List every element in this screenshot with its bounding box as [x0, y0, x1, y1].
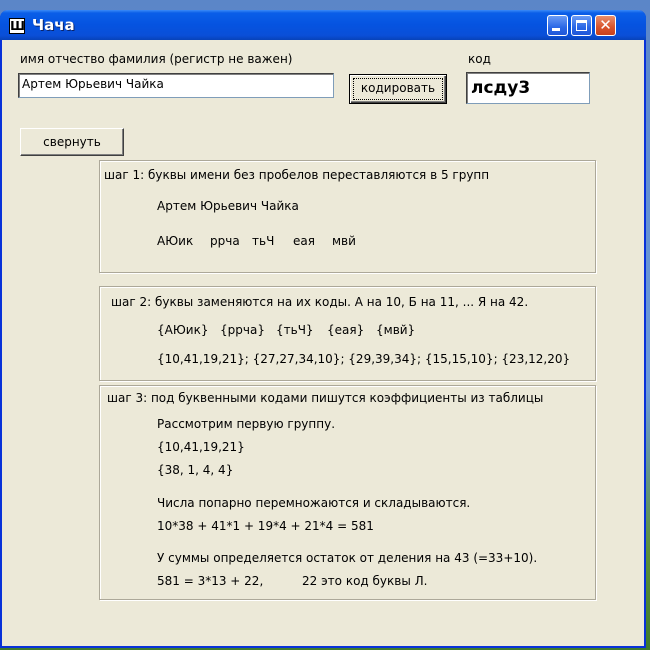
- step3-line-7b: 22 это код буквы Л.: [302, 574, 428, 588]
- code-label: код: [468, 52, 491, 66]
- step3-panel: [99, 385, 596, 600]
- step2-panel: [99, 286, 596, 381]
- window-title: Чача: [32, 16, 75, 34]
- step2-group-4: {еая}: [327, 323, 365, 337]
- focus-ring: [353, 78, 443, 100]
- close-button[interactable]: [595, 15, 616, 36]
- step2-group-1: {АЮик}: [157, 323, 209, 337]
- step2-group-3: {тьЧ}: [276, 323, 314, 337]
- step1-original-name: Артем Юрьевич Чайка: [157, 199, 299, 213]
- step1-group-1: АЮик: [157, 234, 194, 248]
- maximize-button[interactable]: [571, 15, 592, 36]
- step1-group-5: мвй: [332, 234, 356, 248]
- collapse-button-label: свернуть: [43, 135, 101, 149]
- encode-button-label: кодировать: [360, 81, 436, 95]
- app-icon: Ш: [10, 19, 24, 33]
- step3-line-7a: 581 = 3*13 + 22,: [157, 574, 264, 588]
- step3-line-2: {10,41,19,21}: [157, 440, 245, 454]
- minimize-icon: [552, 28, 560, 31]
- close-icon: ✕: [599, 16, 612, 34]
- step1-panel: [99, 160, 596, 273]
- name-input[interactable]: Артем Юрьевич Чайка: [18, 73, 334, 98]
- step1-group-3: тьЧ: [252, 234, 275, 248]
- step2-group-5: {мвй}: [376, 323, 416, 337]
- code-output[interactable]: лсду3: [466, 72, 590, 104]
- step2-group-2: {ррча}: [220, 323, 265, 337]
- step3-line-5: 10*38 + 41*1 + 19*4 + 21*4 = 581: [157, 519, 374, 533]
- step3-line-4: Числа попарно перемножаются и складываются.: [157, 496, 471, 510]
- title-bar[interactable]: [0, 10, 646, 40]
- app-window: [0, 10, 646, 648]
- name-label: имя отчество фамилия (регистр не важен): [20, 52, 293, 66]
- collapse-button[interactable]: [20, 128, 124, 156]
- step1-group-2: ррча: [210, 234, 240, 248]
- step3-heading: шаг 3: под буквенными кодами пишутся коэффициенты из таблицы: [107, 391, 544, 405]
- maximize-icon: [576, 20, 587, 31]
- step1-group-4: еая: [293, 234, 315, 248]
- step2-heading: шаг 2: буквы заменяются на их коды. А на 10, Б на 11, ... Я на 42.: [111, 295, 529, 309]
- step1-heading: шаг 1: буквы имени без пробелов переставляются в 5 групп: [104, 168, 490, 182]
- step3-line-6: У суммы определяется остаток от деления на 43 (=33+10).: [157, 551, 538, 565]
- step2-codes: {10,41,19,21}; {27,27,34,10}; {29,39,34}; {15,15,10}; {23,12,20}: [157, 352, 571, 366]
- minimize-button[interactable]: [547, 15, 568, 36]
- encode-button[interactable]: [349, 74, 447, 104]
- step3-line-3: {38, 1, 4, 4}: [157, 463, 234, 477]
- step3-line-1: Рассмотрим первую группу.: [157, 417, 336, 431]
